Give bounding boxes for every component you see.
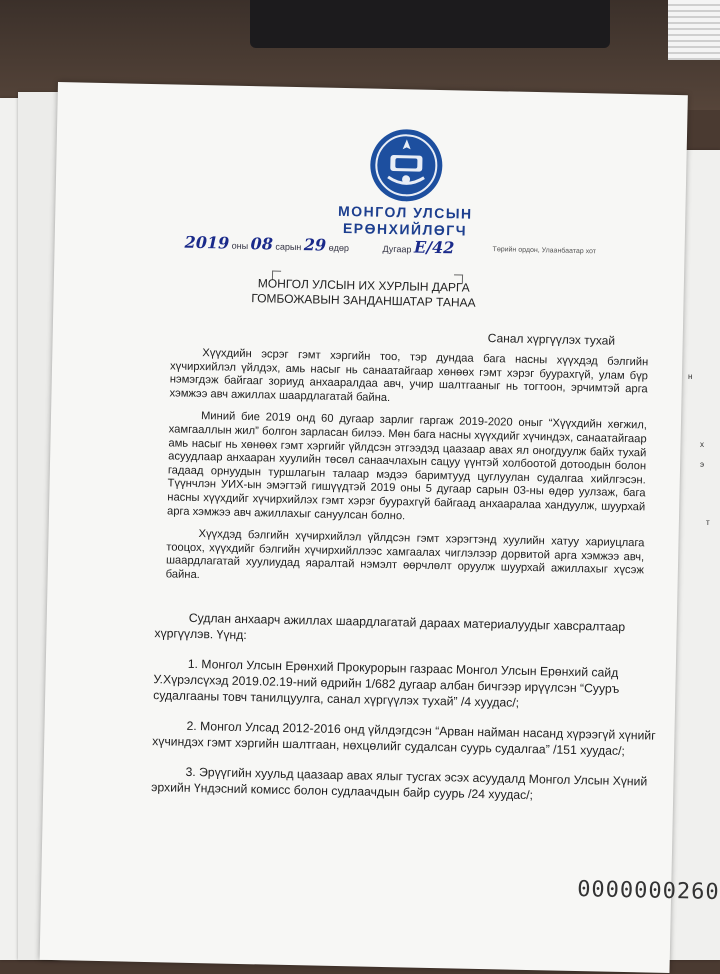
attachment-item: 1. Монгол Улсын Ерөнхий Прокурорын газраас Монгол Улсын Ерөнхий сайд У.Хүрэлсүхэд 2019.02.19-ний өдрийн 1/682 дугаар албан бичгээр ирүүлсэн “Сууръ судалгааны товч танилцуулга, санал хүргүүлэх тухай” /4 хуудас/; (153, 656, 620, 710)
letter-body (165, 346, 648, 600)
body-paragraph: Хүүхдэд бэлгийн хүчирхийлэл үйлдсэн гэмт хэрэгтэнд хуулийн хатуу хариуцлага тооцох, хүүхдийг бэлгийн хүчирхийллээс хамгаалах чиглэлээр дорвитой арга хэмжээ авч, шаардлагатай хуулиудад яаралтай нэмэлт өөрчлөлт оруулж шуурхай ажиллахыг хүсэж байна. (165, 528, 645, 581)
body-paragraph: Хүүхдийн эсрэг гэмт хэргийн тоо, тэр дундаа бага насны хүүхдэд бэлгийн хүчирхийлэл үйлдэх, амь насыг нь санаатайгаар хөнөөх гэмт хэрэг буурахгүй, улам бүр нэмэгдэж байгааг зориуд анхааралдаа авч, учир шалтгааныг нь тогтоон, эрчимтэй арга хэмжээ авч ажиллах шаардлагатай байна. (169, 347, 649, 404)
date-year: 2019 (184, 232, 230, 253)
margin-fragment: э (700, 460, 705, 469)
number-value: Е/42 (413, 237, 455, 258)
margin-fragment: т (706, 518, 710, 527)
body-paragraph: Миний бие 2019 онд 60 дугаар зарлиг гаргаж 2019-2020 оныг “Хүүхдийн хөгжил, хамгааллын жил” болгон зарласан билээ. Мөн бага насны хүүхдийг хүчиндэх, санаатайгаар амь насыг нь хөнөөх гэмт хэргийг үйлдсэн этгээдэд цаазаар авах ял оногдуулж байх тухай асуудлаар анхааран хуулийн төсөл санаачлахын сацуу үүнтэй холбоотой дотоодын болон гадаад орнуудын туршлагын талаар мэдээ баримтууд цуглуулан судалгаа хийлгэсэн. Түүнчлэн УИХ-ын эмэгтэй гишүүдтэй 2019 оны 5 дугаар сарын 03-ны өдөр уулзаж, бага насны хүүхдийг хүчирхийлэх гэмт хэрэг буурахгүй байгаад анхааралаа хандуулж, шуурхай арга хэмжээ авч ажиллахыг сануулсан болно. (166, 410, 648, 522)
state-emblem-icon (368, 127, 446, 205)
issuer-line-2: ЕРӨНХИЙЛӨГЧ (342, 220, 468, 239)
margin-fragment: х (700, 440, 704, 449)
recipient-name: ГОМБОЖАВЫН ЗАНДАНШАТАР ТАНАА (251, 291, 476, 310)
document-number-line (382, 237, 454, 257)
attachments-intro: Судлан анхаарч ажиллах шаардлагатай дараах материалуудыг хавсралтаар хүргүүлэв. Үүнд: (154, 610, 626, 643)
date-year-label: оны (231, 240, 249, 252)
letter-page (40, 82, 720, 973)
date-month: 08 (250, 234, 274, 254)
number-label: Дугаар (382, 243, 412, 255)
issue-place: Төрийн ордон, Улаанбаатар хот (492, 246, 597, 256)
issuer-line-1: МОНГОЛ УЛСЫН (337, 202, 473, 222)
date-day: 29 (303, 235, 327, 255)
margin-fragment: н (688, 372, 693, 381)
recipient-block (203, 275, 524, 312)
issuer-name (315, 202, 496, 240)
date-month-label: сарын (275, 241, 302, 253)
desk-object (250, 0, 610, 48)
date-line (184, 233, 349, 255)
paper-stack-corner (668, 0, 720, 60)
letter-subject: Санал хүргүүлэх тухай (487, 331, 616, 348)
attachment-item: 2. Монгол Улсад 2012-2016 онд үйлдэгдсэн “Арван найман насанд хүрээгүй хүнийг хүчиндэх гэмт хэргийн шалтгаан, нөхцөлийг судалсан суурь судалгаа” /151 хуудас/; (152, 718, 656, 759)
attachment-item: 3. Эрүүгийн хуульд цаазаар авах ялыг тусгах эсэх асуудалд Монгол Улсын Хүний эрхийн Үндэсний комисс болон судлаачдын байр суурь /24 хуудас/; (151, 764, 648, 803)
attachments-list (151, 609, 665, 820)
page-serial-number: 0000000260 (576, 877, 720, 906)
date-day-label: өдөр (328, 242, 350, 254)
recipient-title: МОНГОЛ УЛСЫН ИХ ХУРЛЫН ДАРГА (257, 276, 470, 295)
